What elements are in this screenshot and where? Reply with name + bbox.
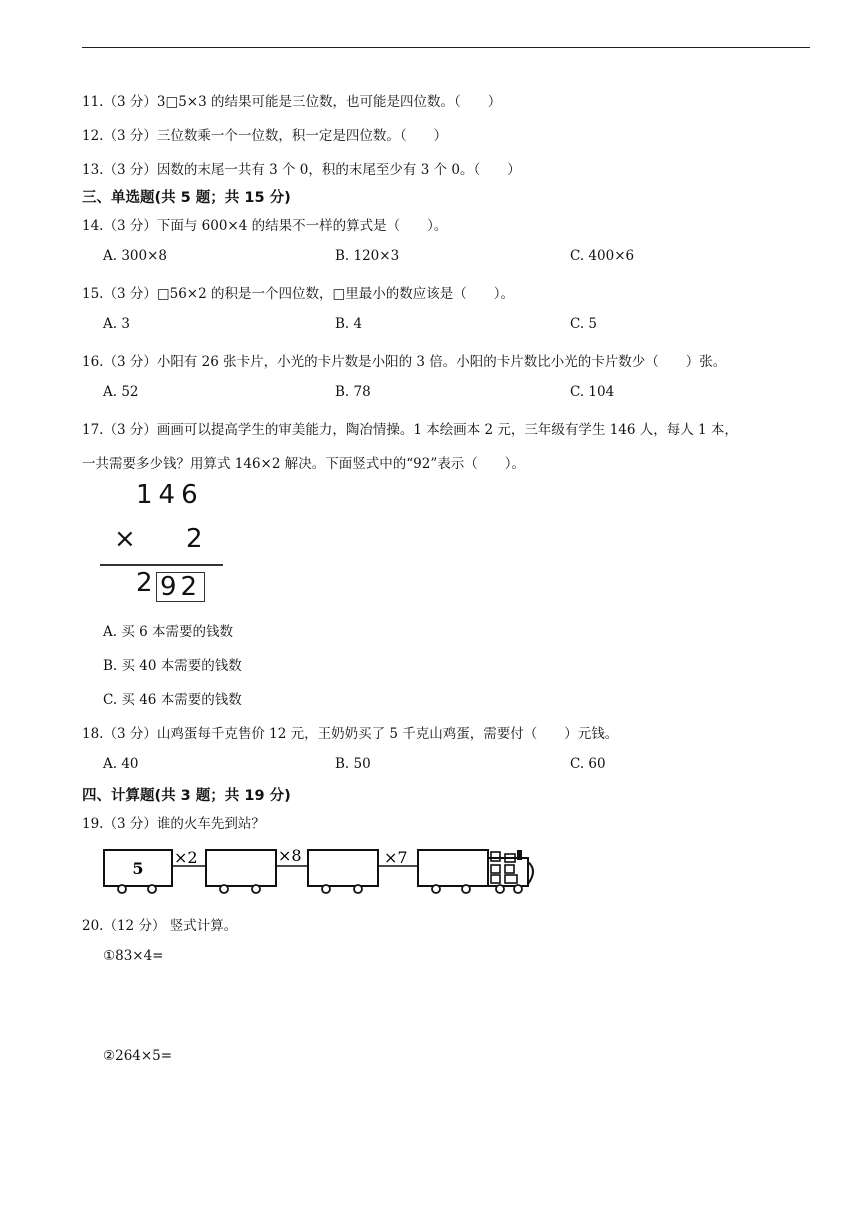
question-19: 19.（3 分）谁的火车先到站？ <box>82 816 265 832</box>
operator-1: ×2 <box>174 848 198 867</box>
result-bar <box>100 564 223 566</box>
q16-option-b[interactable]: B. 78 <box>335 384 371 400</box>
question-20: 20.（12 分） 竖式计算。 <box>82 918 238 934</box>
q15-option-b[interactable]: B. 4 <box>335 316 363 332</box>
question-16: 16.（3 分）小阳有 26 张卡片，小光的卡片数是小阳的 3 倍。小阳的卡片数比小光的卡片数少（ ）张。 <box>82 354 727 370</box>
question-14: 14.（3 分）下面与 600×4 的结果不一样的算式是（ ）。 <box>82 218 448 234</box>
q16-option-a[interactable]: A. 52 <box>103 384 139 400</box>
times-sign: × <box>114 524 136 554</box>
q18-option-a[interactable]: A. 40 <box>103 756 139 772</box>
q15-option-c[interactable]: C. 5 <box>570 316 598 332</box>
question-11: 11.（3 分）3□5×3 的结果可能是三位数，也可能是四位数。（ ） <box>82 94 502 110</box>
q17-option-b[interactable]: B. 买 40 本需要的钱数 <box>103 658 242 674</box>
q18-option-c[interactable]: C. 60 <box>570 756 606 772</box>
question-12: 12.（3 分）三位数乘一个一位数，积一定是四位数。（ ） <box>82 128 448 144</box>
question-17-line1: 17.（3 分）画画可以提高学生的审美能力，陶冶情操。1 本绘画本 2 元，三年级有学生 146 人，每人 1 本， <box>82 422 738 438</box>
question-17-line2: 一共需要多少钱？用算式 146×2 解决。下面竖式中的“92”表示（ ）。 <box>82 456 525 472</box>
train-car-2 <box>206 850 276 886</box>
q17-option-a[interactable]: A. 买 6 本需要的钱数 <box>103 624 234 640</box>
q20-problem-1: ①83×4= <box>103 948 164 964</box>
q14-option-a[interactable]: A. 300×8 <box>103 248 167 264</box>
locomotive-icon <box>418 850 533 893</box>
q17-option-c[interactable]: C. 买 46 本需要的钱数 <box>103 692 242 708</box>
q14-option-c[interactable]: C. 400×6 <box>570 248 635 264</box>
result-lead-digit: 2 <box>136 568 153 598</box>
section-heading-single-choice: 三、单选题(共 5 题；共 15 分) <box>82 190 291 206</box>
operator-3: ×7 <box>384 848 408 867</box>
operator-2: ×8 <box>278 846 302 865</box>
q15-option-a[interactable]: A. 3 <box>103 316 130 332</box>
multiplier: 2 <box>186 524 203 554</box>
q14-option-b[interactable]: B. 120×3 <box>335 248 400 264</box>
section-heading-calculation: 四、计算题(共 3 题；共 19 分) <box>82 788 291 804</box>
result-boxed-digits: 92 <box>156 572 205 602</box>
train-car-3 <box>308 850 378 886</box>
header-rule <box>82 47 810 48</box>
question-18: 18.（3 分）山鸡蛋每千克售价 12 元，王奶奶买了 5 千克山鸡蛋，需要付（ ）元钱。 <box>82 726 619 742</box>
question-13: 13.（3 分）因数的末尾一共有 3 个 0，积的末尾至少有 3 个 0。（ ） <box>82 162 521 178</box>
train-diagram <box>100 840 540 900</box>
q16-option-c[interactable]: C. 104 <box>570 384 615 400</box>
q18-option-b[interactable]: B. 50 <box>335 756 371 772</box>
multiplicand: 146 <box>136 480 204 510</box>
question-15: 15.（3 分）□56×2 的积是一个四位数，□里最小的数应该是（ ）。 <box>82 286 514 302</box>
vertical-multiplication <box>100 480 230 610</box>
train-car-1-value: 5 <box>132 859 144 878</box>
q20-problem-2: ②264×5= <box>103 1048 173 1064</box>
